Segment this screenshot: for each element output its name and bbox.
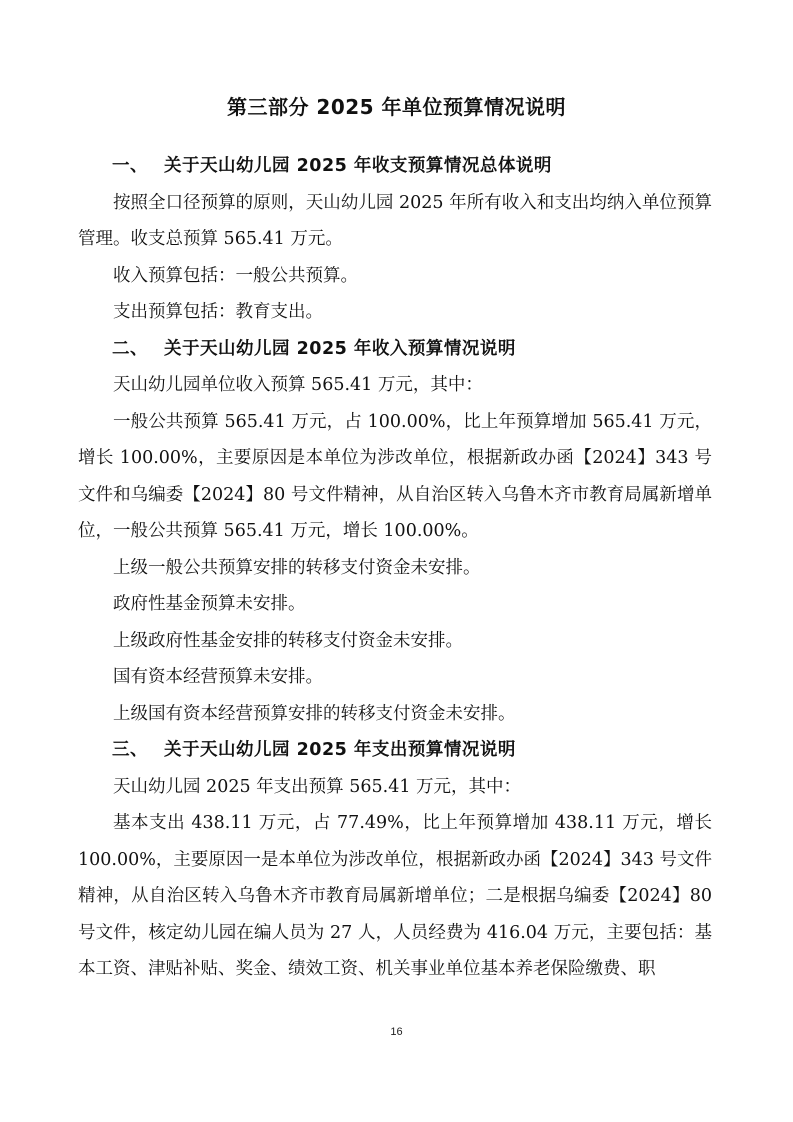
paragraph: 基本支出 438.11 万元，占 77.49%，比上年预算增加 438.11 万元，增长 100.00%，主要原因一是本单位为涉改单位，根据新政办函【2024】343 号文件精神，从自治区转入乌鲁木齐市教育局属新增单位；二是根据乌编委【2024】80 号文件，核定幼儿园在编人员为 27 人，人员经费为 416.04 万元，主要包括：基本工资、津贴补贴、奖金、绩效工资、机关事业单位基本养老保险缴费、职	[78, 813, 712, 979]
section-heading	[78, 148, 712, 185]
paragraph: 天山幼儿园 2025 年支出预算 565.41 万元，其中：	[113, 776, 522, 797]
page-number: 16	[390, 1026, 403, 1038]
section-heading-text: 关于天山幼儿园 2025 年收支预算情况总体说明	[164, 156, 552, 176]
section-heading-text: 关于天山幼儿园 2025 年收入预算情况说明	[164, 338, 516, 359]
paragraph: 一般公共预算 565.41 万元，占 100.00%，比上年预算增加 565.41 万元，增长 100.00%，主要原因是本单位为涉改单位，根据新政办函【2024】343 号文件和乌编委【2024】80 号文件精神，从自治区转入乌鲁木齐市教育局属新增单位，一般公共预算 565.41 万元，增长 100.00%。	[78, 411, 712, 541]
document-body	[78, 148, 712, 988]
section-number: 三、	[112, 740, 148, 760]
paragraph: 政府性基金预算未安排。	[113, 594, 306, 614]
section-heading	[78, 331, 712, 368]
section-number: 一、	[112, 156, 148, 176]
section-heading-text: 关于天山幼儿园 2025 年支出预算情况说明	[164, 740, 516, 760]
paragraph: 国有资本经营预算未安排。	[113, 667, 323, 687]
paragraph: 上级一般公共预算安排的转移支付资金未安排。	[113, 557, 481, 578]
paragraph: 上级国有资本经营预算安排的转移支付资金未安排。	[113, 703, 516, 724]
paragraph: 上级政府性基金安排的转移支付资金未安排。	[113, 630, 463, 651]
section-heading	[78, 732, 712, 769]
paragraph: 按照全口径预算的原则，天山幼儿园 2025 年所有收入和支出均纳入单位预算管理。收支总预算 565.41 万元。	[78, 192, 712, 249]
paragraph: 天山幼儿园单位收入预算 565.41 万元，其中：	[113, 375, 483, 395]
paragraph: 收入预算包括：一般公共预算。	[113, 265, 358, 286]
page-title: 第三部分 2025 年单位预算情况说明	[226, 95, 567, 119]
section-number: 二、	[112, 338, 148, 359]
paragraph: 支出预算包括：教育支出。	[113, 302, 323, 322]
